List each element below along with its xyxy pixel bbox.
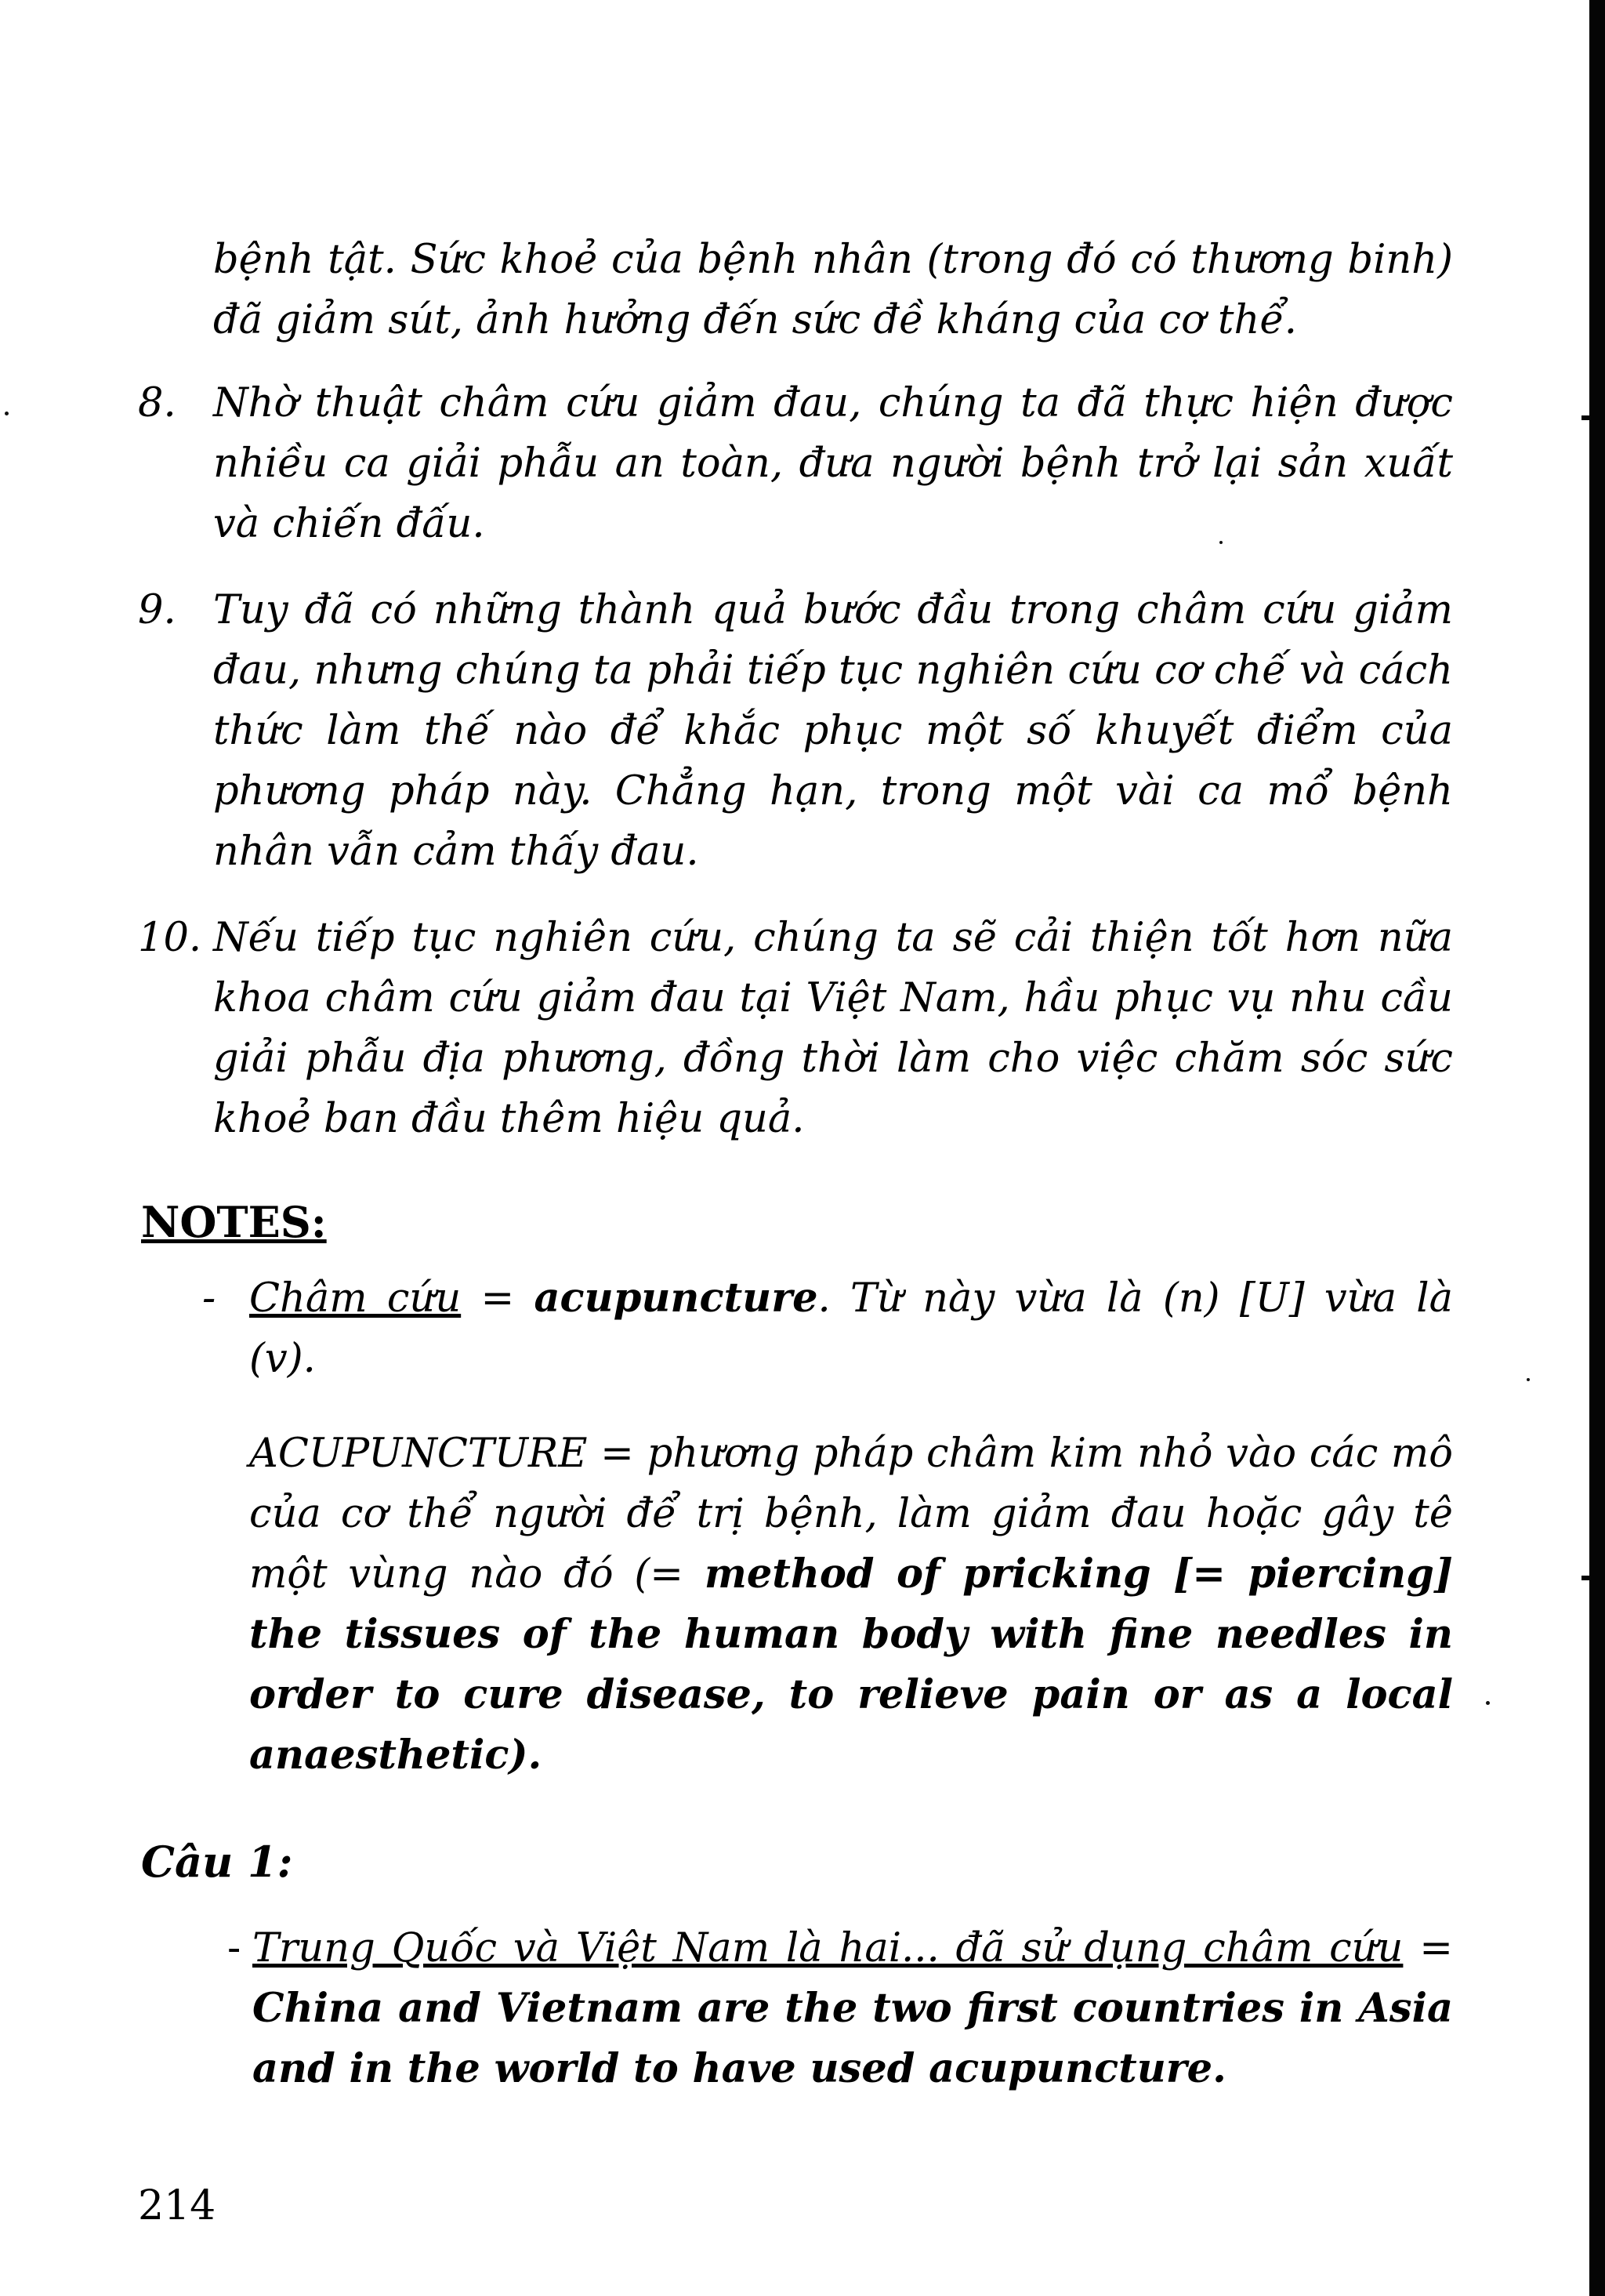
cau1-phrase: Trung Quốc và Việt Nam là hai... đã sử dụng châm cứu: [252, 1925, 1404, 1971]
note-translation: acupuncture: [534, 1275, 818, 1322]
note-equals: =: [461, 1275, 534, 1322]
scan-edge-shadow: [1589, 0, 1605, 2296]
dash-marker: -: [202, 1275, 216, 1322]
item-number: 8.: [138, 380, 176, 426]
scan-edge-mark: [1581, 1576, 1591, 1580]
notes-heading: NOTES:: [141, 1197, 327, 1247]
note-entry: [249, 1268, 1453, 1389]
list-item: [138, 580, 1453, 894]
note-explanation: . Từ này vừa là (n) [U] vừa là (v).: [249, 1275, 1453, 1382]
definition-bold: method of pricking [= piercing] the tissues of the human body with fine needles in order to cure disease, to relieve pain or as a local anaesthetic: [249, 1551, 1453, 1779]
cau-1-heading: Câu 1:: [141, 1837, 293, 1887]
scan-speck: [1486, 1701, 1490, 1705]
cau1-translation: China and Vietnam are the two first countries in Asia and in the world to have used acupuncture.: [252, 1985, 1453, 2092]
item-text: Tuy đã có những thành quả bước đầu trong châm cứu giảm đau, nhưng chúng ta phải tiếp tục nghiên cứu cơ chế và cách thức làm thế nào để khắc phục một số khuyết điểm của phương pháp này. Chẳng hạn, trong một vài ca mổ bệnh nhân vẫn cảm thấy đau.: [213, 587, 1453, 875]
notes-dash: [202, 1268, 216, 1329]
cau1-entry: [252, 1918, 1453, 2099]
list-item: [138, 373, 1453, 561]
item-number: 10.: [138, 915, 202, 961]
continuation-paragraph: bệnh tật. Sức khoẻ của bệnh nhân (trong đó có thương binh) đã giảm sút, ảnh hưởng đến sức đề kháng của cơ thể.: [213, 237, 1453, 343]
scan-edge-mark: [1581, 415, 1591, 420]
definition-tail: ).: [509, 1732, 542, 1779]
note-term: Châm cứu: [249, 1275, 462, 1322]
definition-head: ACUPUNCTURE = phương pháp châm kim nhỏ vào các mô của cơ thể người để trị bệnh, làm giảm đau hoặc gây tê một vùng nào đó (=: [249, 1431, 1453, 1598]
scan-speck: [5, 412, 9, 415]
cau1-dash: [227, 1918, 241, 1979]
scan-speck: [1527, 1378, 1530, 1381]
list-item: [138, 908, 1453, 1159]
note-definition: [249, 1424, 1453, 1786]
item-number: 9.: [138, 587, 176, 633]
page-number: 214: [138, 2182, 216, 2229]
dash-marker: -: [227, 1925, 241, 1971]
item-text: Nếu tiếp tục nghiên cứu, chúng ta sẽ cải thiện tốt hơn nữa khoa châm cứu giảm đau tại Việt Nam, hầu phục vụ nhu cầu giải phẫu địa phương, đồng thời làm cho việc chăm sóc sức khoẻ ban đầu thêm hiệu quả.: [213, 915, 1453, 1142]
cau1-equals: =: [1403, 1925, 1453, 1971]
item-text: Nhờ thuật châm cứu giảm đau, chúng ta đã thực hiện được nhiều ca giải phẫu an toàn, đưa người bệnh trở lại sản xuất và chiến đấu.: [213, 380, 1453, 547]
